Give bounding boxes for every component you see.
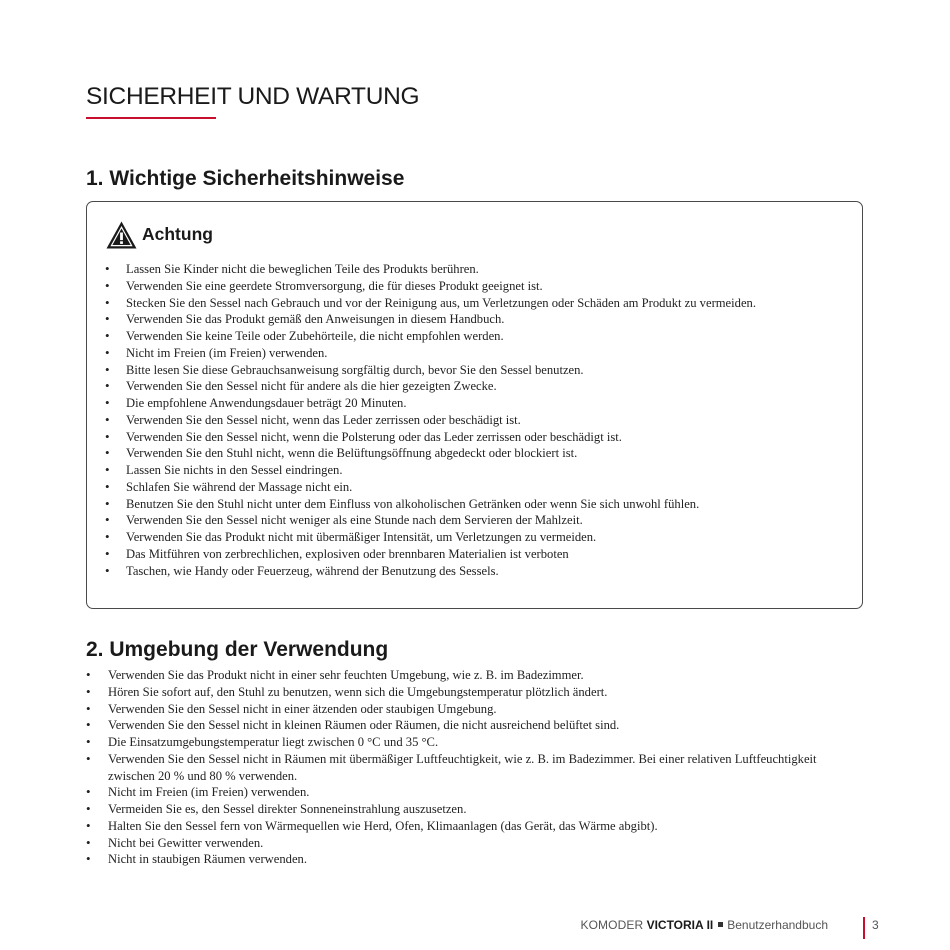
- footer-divider: [863, 917, 865, 939]
- list-item: • Das Mitführen von zerbrechlichen, explosiven oder brennbaren Materialien ist verboten: [126, 546, 851, 563]
- warning-list: [126, 261, 851, 579]
- list-item: • Verwenden Sie den Sessel nicht weniger als eine Stunde nach dem Servieren der Mahlzeit.: [126, 512, 851, 529]
- section-heading-environment: 2. Umgebung der Verwendung: [86, 638, 389, 661]
- list-item: • Die Einsatzumgebungstemperatur liegt zwischen 0 °C und 35 °C.: [108, 734, 848, 751]
- page-footer: [581, 918, 829, 932]
- title-underline: [86, 117, 216, 119]
- list-item: • Lassen Sie Kinder nicht die beweglichen Teile des Produkts berühren.: [126, 261, 851, 278]
- list-item: • Verwenden Sie den Sessel nicht in einer ätzenden oder staubigen Umgebung.: [108, 701, 848, 718]
- warning-triangle-icon: [105, 220, 138, 250]
- warning-label: Achtung: [142, 224, 213, 244]
- list-item: • Verwenden Sie das Produkt nicht mit übermäßiger Intensität, um Verletzungen zu vermeiden.: [126, 529, 851, 546]
- list-item: • Schlafen Sie während der Massage nicht ein.: [126, 479, 851, 496]
- footer-doc-title: Benutzerhandbuch: [727, 918, 828, 932]
- footer-brand: KOMODER: [580, 918, 644, 932]
- list-item: • Verwenden Sie den Sessel nicht, wenn das Leder zerrissen oder beschädigt ist.: [126, 412, 851, 429]
- list-item: • Verwenden Sie eine geerdete Stromversorgung, die für dieses Produkt geeignet ist.: [126, 278, 851, 295]
- list-item: • Die empfohlene Anwendungsdauer beträgt 20 Minuten.: [126, 395, 851, 412]
- list-item: • Verwenden Sie keine Teile oder Zubehörteile, die nicht empfohlen werden.: [126, 328, 851, 345]
- list-item: • Nicht in staubigen Räumen verwenden.: [108, 851, 848, 868]
- environment-list: [108, 667, 848, 868]
- warning-box: [86, 201, 863, 609]
- list-item: • Halten Sie den Sessel fern von Wärmequellen wie Herd, Ofen, Klimaanlagen (das Gerät, das Wärme abgibt).: [108, 818, 848, 835]
- page-number: 3: [872, 918, 879, 932]
- list-item: • Taschen, wie Handy oder Feuerzeug, während der Benutzung des Sessels.: [126, 563, 851, 580]
- list-item: • Nicht im Freien (im Freien) verwenden.: [108, 784, 848, 801]
- list-item: • Lassen Sie nichts in den Sessel eindringen.: [126, 462, 851, 479]
- list-item: • Nicht im Freien (im Freien) verwenden.: [126, 345, 851, 362]
- list-item: • Stecken Sie den Sessel nach Gebrauch und vor der Reinigung aus, um Verletzungen oder Schäden am Produkt zu vermeiden.: [126, 295, 851, 312]
- list-item: • Verwenden Sie den Sessel nicht in Räumen mit übermäßiger Luftfeuchtigkeit, wie z. B. im Badezimmer. Bei einer relativen Luftfeuchtigkeit zwischen 20 % und 80 % verwenden.: [108, 751, 848, 785]
- list-item: • Verwenden Sie das Produkt gemäß den Anweisungen in diesem Handbuch.: [126, 311, 851, 328]
- page-title: SICHERHEIT UND WARTUNG: [86, 83, 420, 110]
- list-item: • Benutzen Sie den Stuhl nicht unter dem Einfluss von alkoholischen Getränken oder wenn Sie sich unwohl fühlen.: [126, 496, 851, 513]
- square-bullet-icon: [718, 922, 723, 927]
- list-item: • Verwenden Sie das Produkt nicht in einer sehr feuchten Umgebung, wie z. B. im Badezimmer.: [108, 667, 848, 684]
- list-item: • Verwenden Sie den Sessel nicht, wenn die Polsterung oder das Leder zerrissen oder beschädigt ist.: [126, 429, 851, 446]
- list-item: • Verwenden Sie den Stuhl nicht, wenn die Belüftungsöffnung abgedeckt oder blockiert ist.: [126, 445, 851, 462]
- list-item: • Verwenden Sie den Sessel nicht in kleinen Räumen oder Räumen, die nicht ausreichend belüftet sind.: [108, 717, 848, 734]
- list-item: • Verwenden Sie den Sessel nicht für andere als die hier gezeigten Zwecke.: [126, 378, 851, 395]
- section-heading-safety: 1. Wichtige Sicherheitshinweise: [86, 167, 405, 190]
- list-item: • Hören Sie sofort auf, den Stuhl zu benutzen, wenn sich die Umgebungstemperatur plötzlich ändert.: [108, 684, 848, 701]
- list-item: • Nicht bei Gewitter verwenden.: [108, 835, 848, 852]
- footer-model: VICTORIA II: [646, 918, 714, 932]
- list-item: • Bitte lesen Sie diese Gebrauchsanweisung sorgfältig durch, bevor Sie den Sessel benutzen.: [126, 362, 851, 379]
- list-item: • Vermeiden Sie es, den Sessel direkter Sonneneinstrahlung auszusetzen.: [108, 801, 848, 818]
